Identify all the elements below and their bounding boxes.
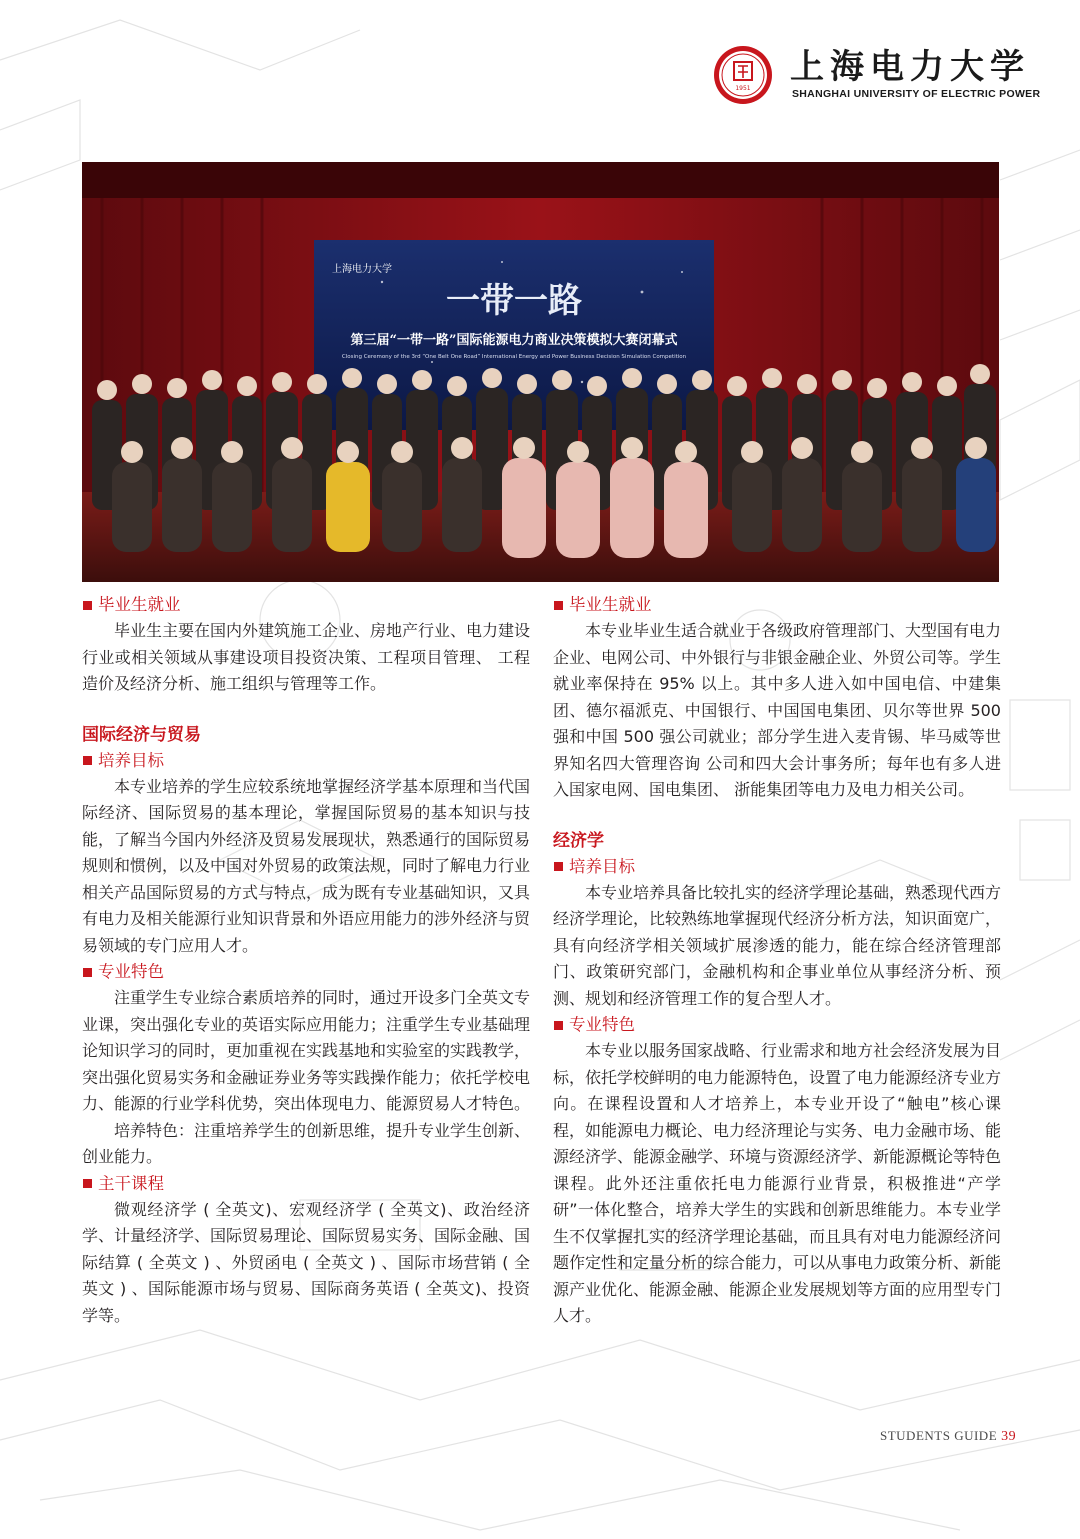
- footer-label: STUDENTS GUIDE: [880, 1428, 998, 1443]
- bullet-square-icon: [554, 1021, 563, 1030]
- university-seal-icon: [712, 44, 774, 106]
- right-goal-text: 本专业培养具备比较扎实的经济学理论基础，熟悉现代西方经济学理论，比较熟练地掌握现代经济分析方法，知识面宽广，具有向经济学相关领域扩展渗透的能力，能在综合经济管理部门、政策研究部门，金融机构和企事业单位从事经济分析、预测、规划和经济管理工作的复合型人才。: [553, 882, 1002, 1008]
- section-title-intl-trade: 国际经济与贸易: [82, 724, 201, 745]
- left-goal-heading: 培养目标: [82, 748, 530, 774]
- right-employment-heading: 毕业生就业: [553, 592, 1001, 618]
- right-feature-heading: 专业特色: [553, 1012, 1001, 1038]
- left-column: [82, 592, 530, 1329]
- bullet-square-icon: [83, 968, 92, 977]
- left-feature-text-2: 培养特色：注重培养学生的创新思维，提升专业学生创新、创业能力。: [82, 1120, 531, 1166]
- left-feature-text: 注重学生专业综合素质培养的同时，通过开设多门全英文专业课，突出强化专业的英语实际应用能力；注重学生专业基础理论知识学习的同时，更加重视在实践基地和实验室的实践教学，突出强化贸易实务和金融证券业务等实践操作能力；依托学校电力、能源的行业学科优势，突出体现电力、能源贸易人才特色。: [82, 988, 531, 1113]
- right-employment-text: 本专业毕业生适合就业于各级政府管理部门、大型国有电力企业、电网公司、中外银行与非银金融企业、外贸公司等。学生就业率保持在 95% 以上。其中多人进入如中国电信、中建集团、德尔福派克、中国银行、中国国电集团、贝尔等世界 500 强和中国 500 强公司就业；部分学生进入麦肯锡、毕马威等世界知名四大管理咨询 公司和四大会计事务所；每年也有多人进入国家电网、国电集团、 浙能集团等电力及电力相关公司。: [553, 621, 1002, 799]
- seal-year: 1951: [735, 85, 751, 92]
- left-course-text: 微观经济学 ( 全英文)、宏观经济学 ( 全英文)、政治经济学、计量经济学、国际贸易理论、国际贸易实务、国际金融、国际结算 ( 全英文 ) 、外贸函电 ( 全英文 ) 、国际市场营销 ( 全英文 ) 、国际能源市场与贸易、国际商务英语 ( 全英文)、投资学等。: [82, 1199, 531, 1325]
- group-photo: [82, 162, 999, 582]
- banner-calligraphy: 一带一路: [446, 281, 582, 321]
- left-employment-heading: 毕业生就业: [82, 592, 530, 618]
- bullet-square-icon: [554, 601, 563, 610]
- right-column: [553, 592, 1001, 1330]
- university-name-cn: 上海电力大学: [790, 47, 1030, 87]
- page-footer: [880, 1428, 1020, 1445]
- section-title-economics: 经济学: [553, 830, 604, 851]
- left-course-heading: 主干课程: [82, 1171, 530, 1197]
- right-feature-text: 本专业以服务国家战略、行业需求和地方社会经济发展为目标，依托学校鲜明的电力能源特色，设置了电力能源经济专业方向。在课程设置和人才培养上，本专业开设了“触电”核心课程，如能源电力概论、电力经济理论与实务、电力金融市场、能源经济学、能源金融学、环境与资源经济学、新能源概论等特色课程。此外还注重依托电力能源行业背景，积极推进“产学研”一体化整合，培养大学生的实践和创新思维能力。本专业学生不仅掌握扎实的经济学理论基础，而且具有对电力能源经济问题作定性和定量分析的综合能力，可以从事电力政策分析、新能源产业优化、能源金融、能源企业发展规划等方面的应用型专门人才。: [553, 1041, 1002, 1325]
- left-employment-text: 毕业生主要在国内外建筑施工企业、房地产行业、电力建设行业或相关领域从事建设项目投资决策、工程项目管理、 工程造价及经济分析、施工组织与管理等工作。: [82, 621, 531, 693]
- banner-logo: 上海电力大学: [332, 264, 392, 275]
- bullet-square-icon: [554, 862, 563, 871]
- left-goal-text: 本专业培养的学生应较系统地掌握经济学基本原理和当代国际经济、国际贸易的基本理论，掌握国际贸易的基本知识与技能，了解当今国内外经济及贸易发展现状，熟悉通行的国际贸易规则和惯例，以及中国对外贸易的政策法规，同时了解电力行业相关产品国际贸易的方式与特点，成为既有专业基础知识，又具有电力及相关能源行业知识背景和外语应用能力的涉外经济与贸易领域的专门应用人才。: [82, 776, 531, 955]
- bullet-square-icon: [83, 601, 92, 610]
- right-goal-heading: 培养目标: [553, 854, 1001, 880]
- university-name-en: SHANGHAI UNIVERSITY OF ELECTRIC POWER: [792, 88, 1041, 100]
- bullet-square-icon: [83, 756, 92, 765]
- bullet-square-icon: [83, 1179, 92, 1188]
- university-logo: [712, 44, 1041, 108]
- page-number: 39: [1001, 1429, 1017, 1444]
- banner-title: 第三届“一带一路”国际能源电力商业决策模拟大赛闭幕式: [350, 333, 678, 348]
- banner-subtitle: Closing Ceremony of the 3rd “One Belt One Road” International Energy and Power Business Decision Simulation Competition: [341, 354, 687, 360]
- left-feature-heading: 专业特色: [82, 959, 530, 985]
